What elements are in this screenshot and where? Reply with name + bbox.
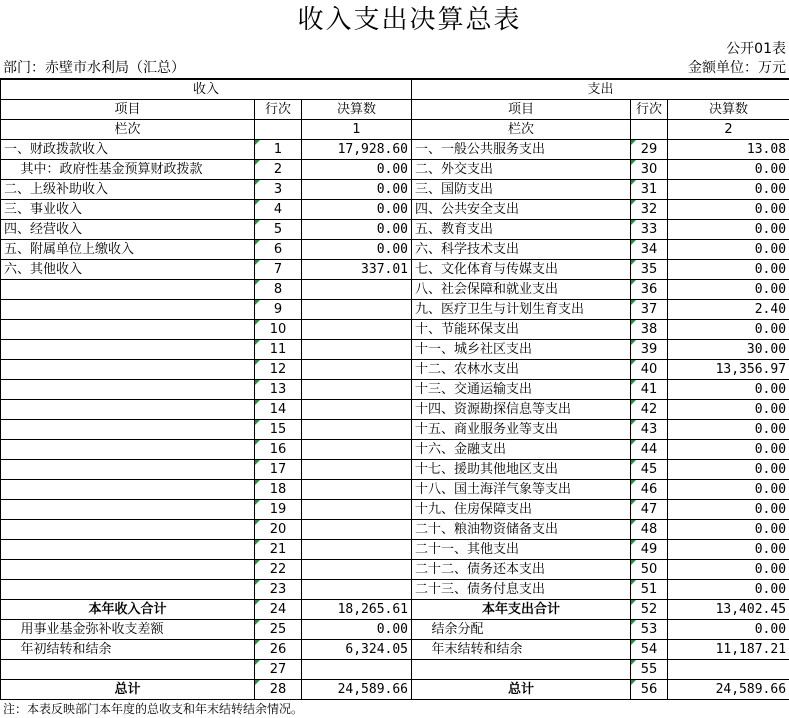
table-row bbox=[1, 420, 789, 440]
income-amount-cell bbox=[302, 420, 412, 440]
expense-line-no-cell: 47 bbox=[631, 500, 668, 520]
expense-amount-cell: 0.00 bbox=[668, 480, 789, 500]
expense-line-no-cell: 29 bbox=[631, 140, 668, 160]
income-line-no-cell: 4 bbox=[255, 200, 302, 220]
expense-line-no-cell: 40 bbox=[631, 360, 668, 380]
income-amount-cell bbox=[302, 540, 412, 560]
expense-item-cell: 三、国防支出 bbox=[412, 180, 631, 200]
expense-amount-cell: 0.00 bbox=[668, 400, 789, 420]
income-item-cell: 六、其他收入 bbox=[1, 260, 255, 280]
expense-amount-cell: 11,187.21 bbox=[668, 640, 789, 660]
table-row bbox=[1, 440, 789, 460]
expense-line-no-cell: 33 bbox=[631, 220, 668, 240]
expense-amount-cell: 0.00 bbox=[668, 420, 789, 440]
income-line-no-cell: 22 bbox=[255, 560, 302, 580]
income-item-cell bbox=[1, 420, 255, 440]
income-amount-cell bbox=[302, 480, 412, 500]
income-item-cell: 总计 bbox=[1, 680, 255, 700]
income-item-cell bbox=[1, 520, 255, 540]
expense-item-cell: 结余分配 bbox=[412, 620, 631, 640]
income-amount-cell bbox=[302, 440, 412, 460]
expense-amount-cell: 30.00 bbox=[668, 340, 789, 360]
table-row bbox=[1, 260, 789, 280]
expense-line-no-cell: 32 bbox=[631, 200, 668, 220]
table-row bbox=[1, 300, 789, 320]
income-line-no-cell: 3 bbox=[255, 180, 302, 200]
table-row bbox=[1, 480, 789, 500]
expense-amount-cell: 0.00 bbox=[668, 200, 789, 220]
income-amount-cell bbox=[302, 500, 412, 520]
table-row bbox=[1, 600, 789, 620]
expense-line-no-cell: 44 bbox=[631, 440, 668, 460]
footnote: 注：本表反映部门本年度的总收支和年末结转结余情况。 bbox=[0, 700, 789, 718]
expense-amount-cell: 0.00 bbox=[668, 280, 789, 300]
income-line-no-cell: 10 bbox=[255, 320, 302, 340]
income-item-cell bbox=[1, 540, 255, 560]
income-item-cell: 二、上级补助收入 bbox=[1, 180, 255, 200]
income-amount-cell: 0.00 bbox=[302, 620, 412, 640]
expense-amount-cell bbox=[668, 660, 789, 680]
income-line-no-header: 行次 bbox=[255, 100, 302, 120]
expense-item-cell: 十四、资源勘探信息等支出 bbox=[412, 400, 631, 420]
expense-line-no-cell: 51 bbox=[631, 580, 668, 600]
income-amount-cell bbox=[302, 520, 412, 540]
expense-line-no-cell: 56 bbox=[631, 680, 668, 700]
income-amount-cell: 337.01 bbox=[302, 260, 412, 280]
income-item-cell bbox=[1, 360, 255, 380]
form-number: 公开01表 bbox=[0, 40, 789, 59]
expense-item-cell: 二、外交支出 bbox=[412, 160, 631, 180]
income-line-no-cell: 2 bbox=[255, 160, 302, 180]
expense-line-no-cell: 37 bbox=[631, 300, 668, 320]
income-line-no-cell: 12 bbox=[255, 360, 302, 380]
table-row bbox=[1, 140, 789, 160]
expense-item-cell: 十六、金融支出 bbox=[412, 440, 631, 460]
income-amount-cell bbox=[302, 560, 412, 580]
expense-item-cell: 六、科学技术支出 bbox=[412, 240, 631, 260]
table-row bbox=[1, 180, 789, 200]
expense-item-cell: 十、节能环保支出 bbox=[412, 320, 631, 340]
income-amount-cell bbox=[302, 660, 412, 680]
income-line-no-cell: 9 bbox=[255, 300, 302, 320]
expense-amount-header: 决算数 bbox=[668, 100, 789, 120]
income-item-cell bbox=[1, 460, 255, 480]
income-item-cell bbox=[1, 340, 255, 360]
income-line-no-cell: 11 bbox=[255, 340, 302, 360]
expense-amount-cell: 0.00 bbox=[668, 460, 789, 480]
income-item-cell: 本年收入合计 bbox=[1, 600, 255, 620]
income-item-cell bbox=[1, 380, 255, 400]
expense-item-cell: 十九、住房保障支出 bbox=[412, 500, 631, 520]
expense-section-header: 支出 bbox=[412, 80, 789, 100]
income-line-no-cell: 24 bbox=[255, 600, 302, 620]
expense-line-no-header: 行次 bbox=[631, 100, 668, 120]
expense-item-cell: 年末结转和结余 bbox=[412, 640, 631, 660]
income-amount-cell bbox=[302, 300, 412, 320]
table-row bbox=[1, 400, 789, 420]
expense-item-cell: 二十三、债务付息支出 bbox=[412, 580, 631, 600]
income-item-cell: 五、附属单位上缴收入 bbox=[1, 240, 255, 260]
income-amount-header: 决算数 bbox=[302, 100, 412, 120]
income-amount-cell: 24,589.66 bbox=[302, 680, 412, 700]
expense-item-cell: 十一、城乡社区支出 bbox=[412, 340, 631, 360]
income-line-no-cell: 27 bbox=[255, 660, 302, 680]
expense-item-cell: 二十、粮油物资储备支出 bbox=[412, 520, 631, 540]
expense-amount-cell: 0.00 bbox=[668, 240, 789, 260]
income-column-no-label: 栏次 bbox=[1, 120, 255, 140]
income-line-no-cell: 8 bbox=[255, 280, 302, 300]
income-item-cell: 用事业基金弥补收支差额 bbox=[1, 620, 255, 640]
expense-amount-cell: 0.00 bbox=[668, 320, 789, 340]
expense-item-cell: 十八、国土海洋气象等支出 bbox=[412, 480, 631, 500]
expense-line-no-cell: 41 bbox=[631, 380, 668, 400]
expense-column-no: 2 bbox=[668, 120, 789, 140]
expense-line-no-cell: 34 bbox=[631, 240, 668, 260]
income-item-cell: 年初结转和结余 bbox=[1, 640, 255, 660]
income-item-cell: 其中：政府性基金预算财政拨款 bbox=[1, 160, 255, 180]
expense-amount-cell: 0.00 bbox=[668, 180, 789, 200]
table-row bbox=[1, 360, 789, 380]
expense-item-cell: 十五、商业服务业等支出 bbox=[412, 420, 631, 440]
expense-line-no-cell: 35 bbox=[631, 260, 668, 280]
table-row bbox=[1, 280, 789, 300]
income-amount-cell bbox=[302, 380, 412, 400]
expense-item-cell: 八、社会保障和就业支出 bbox=[412, 280, 631, 300]
expense-amount-cell: 13,356.97 bbox=[668, 360, 789, 380]
expense-line-no-cell: 36 bbox=[631, 280, 668, 300]
expense-amount-cell: 0.00 bbox=[668, 540, 789, 560]
expense-line-no-cell: 38 bbox=[631, 320, 668, 340]
summary-table bbox=[0, 79, 789, 700]
table-row bbox=[1, 340, 789, 360]
table-row bbox=[1, 500, 789, 520]
expense-item-cell bbox=[412, 660, 631, 680]
table-body bbox=[1, 140, 789, 700]
expense-item-cell: 四、公共安全支出 bbox=[412, 200, 631, 220]
meta-row bbox=[0, 59, 789, 79]
income-line-no-cell: 17 bbox=[255, 460, 302, 480]
income-section-header: 收入 bbox=[1, 80, 412, 100]
income-line-no-cell: 7 bbox=[255, 260, 302, 280]
department-label: 部门：赤壁市水利局（汇总） bbox=[3, 59, 185, 78]
income-item-cell: 三、事业收入 bbox=[1, 200, 255, 220]
table-row bbox=[1, 680, 789, 700]
expense-amount-cell: 0.00 bbox=[668, 380, 789, 400]
expense-line-no-cell: 50 bbox=[631, 560, 668, 580]
expense-amount-cell: 0.00 bbox=[668, 560, 789, 580]
income-line-no-cell: 5 bbox=[255, 220, 302, 240]
expense-item-cell: 十七、援助其他地区支出 bbox=[412, 460, 631, 480]
income-item-header: 项目 bbox=[1, 100, 255, 120]
income-amount-cell bbox=[302, 400, 412, 420]
income-amount-cell: 0.00 bbox=[302, 240, 412, 260]
expense-item-cell: 七、文化体育与传媒支出 bbox=[412, 260, 631, 280]
income-item-cell bbox=[1, 560, 255, 580]
table-row bbox=[1, 660, 789, 680]
income-column-no-blank bbox=[255, 120, 302, 140]
expense-amount-cell: 0.00 bbox=[668, 520, 789, 540]
income-item-cell: 一、财政拨款收入 bbox=[1, 140, 255, 160]
expense-line-no-cell: 46 bbox=[631, 480, 668, 500]
income-line-no-cell: 18 bbox=[255, 480, 302, 500]
expense-amount-cell: 0.00 bbox=[668, 500, 789, 520]
expense-line-no-cell: 52 bbox=[631, 600, 668, 620]
expense-item-cell: 二十二、债务还本支出 bbox=[412, 560, 631, 580]
income-amount-cell bbox=[302, 280, 412, 300]
income-item-cell bbox=[1, 580, 255, 600]
income-amount-cell: 0.00 bbox=[302, 180, 412, 200]
income-item-cell bbox=[1, 320, 255, 340]
expense-item-cell: 总计 bbox=[412, 680, 631, 700]
income-amount-cell bbox=[302, 460, 412, 480]
unit-label: 金额单位：万元 bbox=[688, 59, 786, 78]
table-row bbox=[1, 520, 789, 540]
income-item-cell: 四、经营收入 bbox=[1, 220, 255, 240]
expense-line-no-cell: 42 bbox=[631, 400, 668, 420]
expense-item-cell: 一、一般公共服务支出 bbox=[412, 140, 631, 160]
expense-item-cell: 九、医疗卫生与计划生育支出 bbox=[412, 300, 631, 320]
income-column-no: 1 bbox=[302, 120, 412, 140]
expense-item-cell: 十二、农林水支出 bbox=[412, 360, 631, 380]
table-row bbox=[1, 460, 789, 480]
income-amount-cell: 6,324.05 bbox=[302, 640, 412, 660]
expense-line-no-cell: 45 bbox=[631, 460, 668, 480]
income-line-no-cell: 13 bbox=[255, 380, 302, 400]
income-amount-cell: 0.00 bbox=[302, 220, 412, 240]
table-row bbox=[1, 320, 789, 340]
table-row bbox=[1, 380, 789, 400]
expense-amount-cell: 0.00 bbox=[668, 160, 789, 180]
income-item-cell bbox=[1, 440, 255, 460]
income-line-no-cell: 25 bbox=[255, 620, 302, 640]
column-number-row bbox=[1, 120, 789, 140]
income-item-cell bbox=[1, 480, 255, 500]
income-item-cell bbox=[1, 400, 255, 420]
table-row bbox=[1, 620, 789, 640]
expense-amount-cell: 0.00 bbox=[668, 580, 789, 600]
expense-amount-cell: 0.00 bbox=[668, 220, 789, 240]
expense-item-cell: 十三、交通运输支出 bbox=[412, 380, 631, 400]
expense-line-no-cell: 54 bbox=[631, 640, 668, 660]
income-line-no-cell: 21 bbox=[255, 540, 302, 560]
expense-column-no-blank bbox=[631, 120, 668, 140]
income-amount-cell bbox=[302, 320, 412, 340]
expense-amount-cell: 13,402.45 bbox=[668, 600, 789, 620]
income-line-no-cell: 14 bbox=[255, 400, 302, 420]
expense-amount-cell: 2.40 bbox=[668, 300, 789, 320]
income-line-no-cell: 1 bbox=[255, 140, 302, 160]
expense-line-no-cell: 48 bbox=[631, 520, 668, 540]
income-line-no-cell: 16 bbox=[255, 440, 302, 460]
income-amount-cell: 0.00 bbox=[302, 200, 412, 220]
expense-amount-cell: 0.00 bbox=[668, 620, 789, 640]
table-row bbox=[1, 560, 789, 580]
expense-line-no-cell: 49 bbox=[631, 540, 668, 560]
table-row bbox=[1, 580, 789, 600]
expense-amount-cell: 24,589.66 bbox=[668, 680, 789, 700]
expense-line-no-cell: 43 bbox=[631, 420, 668, 440]
table-row bbox=[1, 640, 789, 660]
table-row bbox=[1, 540, 789, 560]
income-item-cell bbox=[1, 280, 255, 300]
table-row bbox=[1, 240, 789, 260]
expense-line-no-cell: 30 bbox=[631, 160, 668, 180]
expense-amount-cell: 0.00 bbox=[668, 260, 789, 280]
expense-item-cell: 本年支出合计 bbox=[412, 600, 631, 620]
income-amount-cell: 17,928.60 bbox=[302, 140, 412, 160]
income-line-no-cell: 26 bbox=[255, 640, 302, 660]
income-amount-cell bbox=[302, 580, 412, 600]
expense-item-cell: 二十一、其他支出 bbox=[412, 540, 631, 560]
column-header-row bbox=[1, 100, 789, 120]
expense-item-header: 项目 bbox=[412, 100, 631, 120]
income-item-cell bbox=[1, 660, 255, 680]
income-amount-cell bbox=[302, 340, 412, 360]
income-line-no-cell: 23 bbox=[255, 580, 302, 600]
table-row bbox=[1, 200, 789, 220]
income-amount-cell: 0.00 bbox=[302, 160, 412, 180]
table-row bbox=[1, 160, 789, 180]
table-row bbox=[1, 220, 789, 240]
income-line-no-cell: 28 bbox=[255, 680, 302, 700]
expense-line-no-cell: 39 bbox=[631, 340, 668, 360]
expense-line-no-cell: 55 bbox=[631, 660, 668, 680]
expense-column-no-label: 栏次 bbox=[412, 120, 631, 140]
expense-item-cell: 五、教育支出 bbox=[412, 220, 631, 240]
income-line-no-cell: 20 bbox=[255, 520, 302, 540]
expense-amount-cell: 0.00 bbox=[668, 440, 789, 460]
expense-line-no-cell: 31 bbox=[631, 180, 668, 200]
expense-amount-cell: 13.08 bbox=[668, 140, 789, 160]
income-line-no-cell: 6 bbox=[255, 240, 302, 260]
section-header-row bbox=[1, 80, 789, 100]
report-title: 收入支出决算总表 bbox=[0, 0, 789, 40]
income-line-no-cell: 19 bbox=[255, 500, 302, 520]
income-amount-cell bbox=[302, 360, 412, 380]
income-item-cell bbox=[1, 500, 255, 520]
income-item-cell bbox=[1, 300, 255, 320]
income-amount-cell: 18,265.61 bbox=[302, 600, 412, 620]
income-line-no-cell: 15 bbox=[255, 420, 302, 440]
expense-line-no-cell: 53 bbox=[631, 620, 668, 640]
